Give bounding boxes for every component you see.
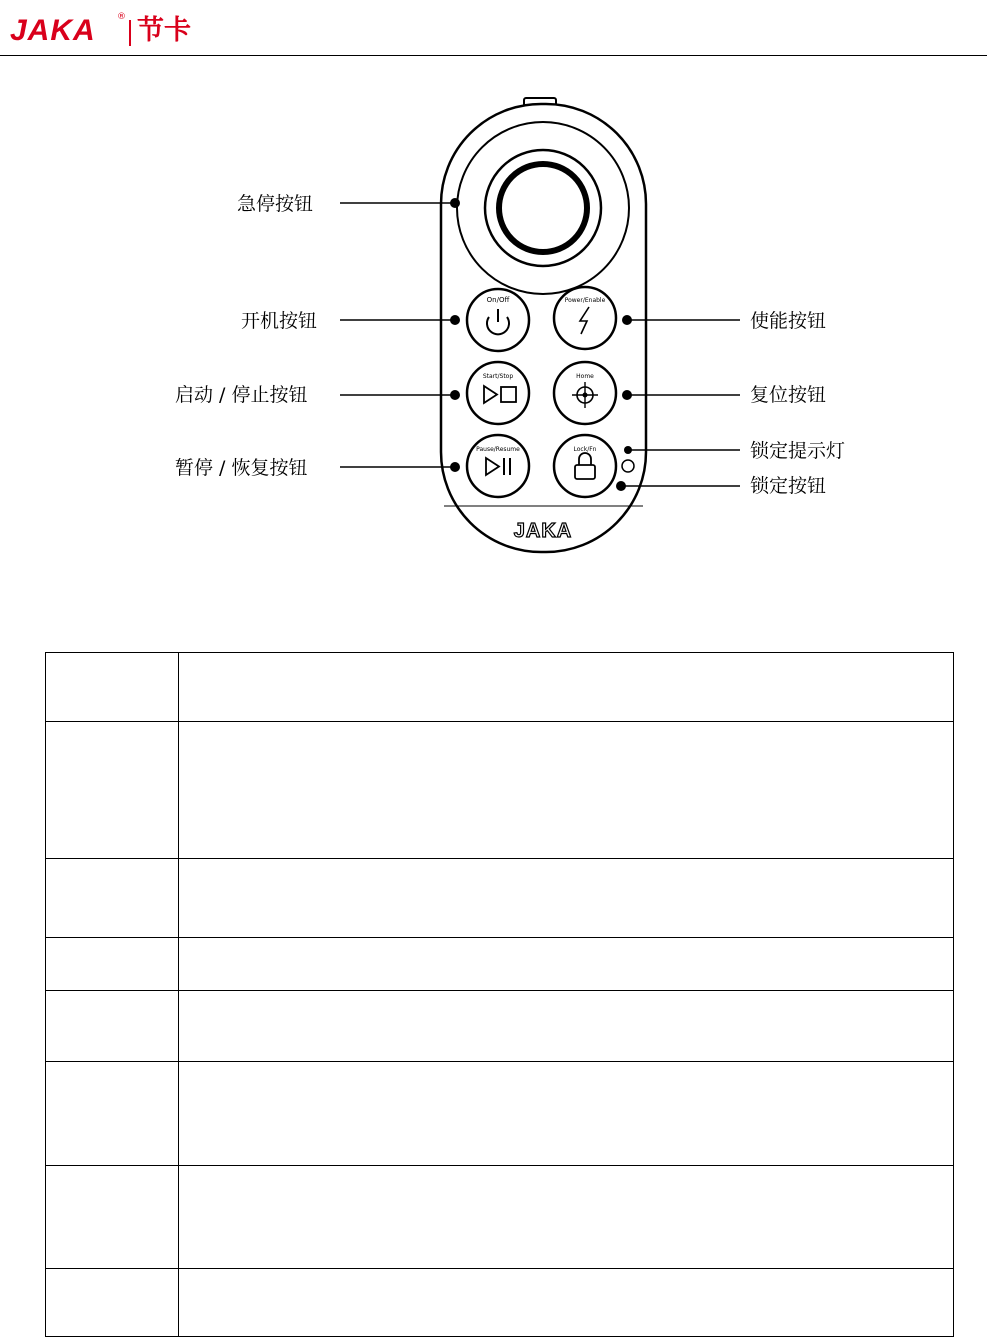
table-cell-name: [46, 1062, 179, 1166]
table-cell-description: [179, 1269, 954, 1337]
table-cell-name: [46, 938, 179, 991]
lock-button-caption: Lock/Fn: [573, 446, 597, 453]
table-cell-description: [179, 991, 954, 1062]
table-cell-name: [46, 859, 179, 938]
table-cell-description: [179, 722, 954, 859]
callout-pause-resume: 暂停 / 恢复按钮: [175, 457, 308, 479]
lightning-icon: [554, 287, 616, 349]
callout-enable: 使能按钮: [750, 310, 827, 332]
table-row: [46, 722, 954, 859]
table-cell-description: [179, 1062, 954, 1166]
table-row: [46, 859, 954, 938]
table-row: [46, 938, 954, 991]
table-row: [46, 991, 954, 1062]
pause-resume-button-caption: Pause/Resume: [476, 446, 520, 453]
table-row: [46, 1269, 954, 1337]
lock-indicator-light: [622, 460, 634, 472]
table-cell-name: [46, 722, 179, 859]
pendant-diagram: [0, 60, 987, 620]
callout-lock-light: 锁定提示灯: [750, 440, 846, 462]
power-icon: [467, 289, 529, 351]
callout-estop: 急停按钮: [237, 193, 314, 215]
table-cell-description: [179, 1166, 954, 1269]
table-cell-name: [46, 1269, 179, 1337]
spec-table: [45, 652, 954, 1337]
page-header: [0, 0, 987, 58]
table-cell-name: [46, 991, 179, 1062]
crosshair-icon: [554, 362, 616, 424]
logo-latin: JAKA: [10, 14, 96, 47]
callout-start-stop: 启动 / 停止按钮: [175, 384, 308, 406]
table-row: [46, 1062, 954, 1166]
power-button-caption: On/Off: [486, 296, 510, 304]
table-row: [46, 1166, 954, 1269]
start-stop-button-caption: Start/Stop: [482, 373, 514, 380]
table-cell-name: [46, 1166, 179, 1269]
play-pause-icon: [467, 435, 529, 497]
logo-chinese: 节卡: [137, 15, 191, 46]
device-brand: JAKA: [513, 520, 573, 542]
table-row: [46, 653, 954, 722]
callout-reset: 复位按钮: [750, 384, 827, 406]
pendant-illustration: [0, 60, 987, 620]
callout-power: 开机按钮: [241, 310, 318, 332]
header-rule: [0, 55, 987, 56]
home-button-caption: Home: [576, 373, 594, 380]
registered-mark: ®: [117, 12, 126, 22]
table-cell-description: [179, 938, 954, 991]
logo-separator: [129, 20, 131, 46]
table-cell-description: [179, 653, 954, 722]
table-cell-description: [179, 859, 954, 938]
emergency-stop-icon: [457, 122, 629, 294]
table-cell-name: [46, 653, 179, 722]
enable-button-caption: Power/Enable: [564, 297, 606, 304]
lock-icon: [554, 435, 616, 497]
callout-lock-button: 锁定按钮: [750, 475, 827, 497]
play-stop-icon: [467, 362, 529, 424]
